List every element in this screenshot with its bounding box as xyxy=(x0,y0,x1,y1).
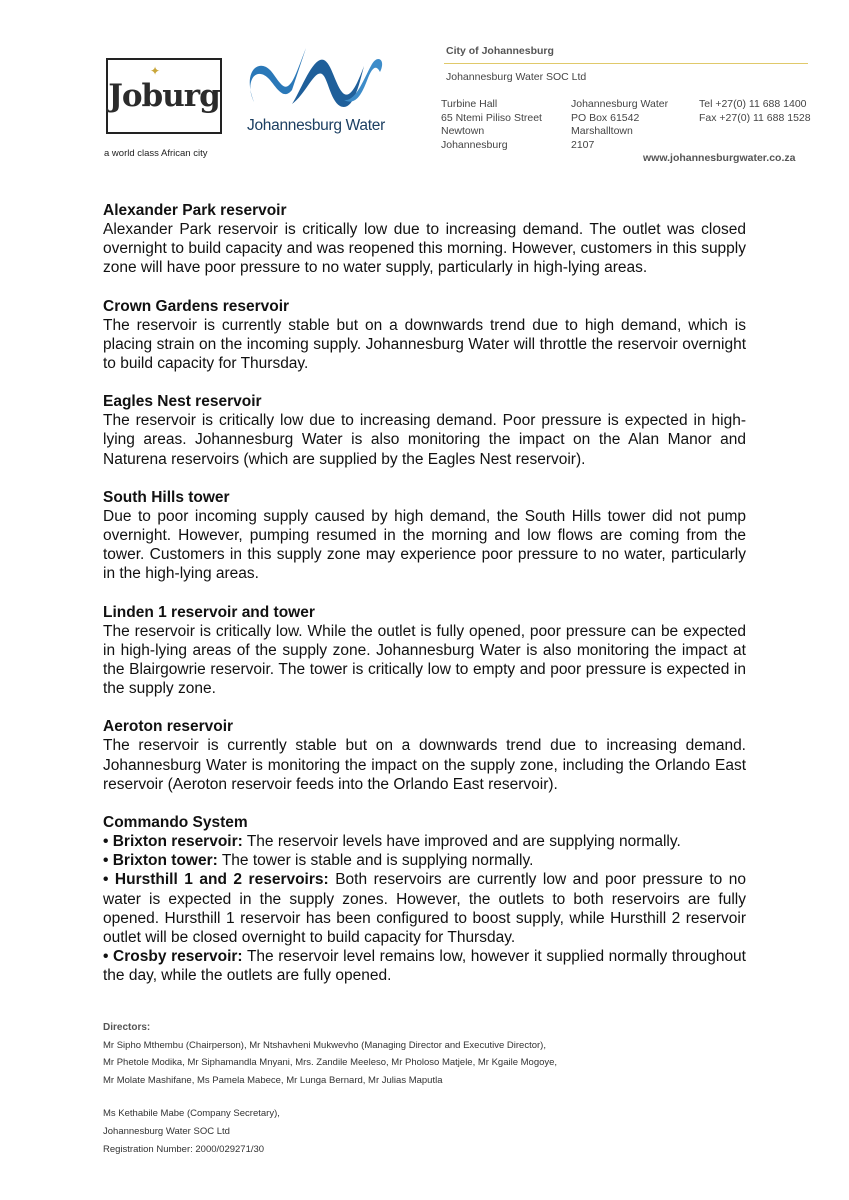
section-title: Aeroton reservoir xyxy=(103,718,234,736)
section-title: Eagles Nest reservoir xyxy=(103,393,262,411)
item-label: Hursthill 1 and 2 reservoirs: xyxy=(114,871,329,889)
section-body: The reservoir is critically low. While the outlet is fully opened, poor pressure can be expected in high-lying areas of the supply zone. Johannesburg Water is also monitoring the impact at the Blairgowrie reservoir. The tower is critically low to empty and poor pressure is expected in the supply zone. xyxy=(103,622,746,698)
section-body: The reservoir is critically low due to increasing demand. Poor pressure is expected in high-lying areas. Johannesburg Water is also monitoring the impact on the Alan Manor and Naturena reservoirs (which are supplied by the Eagles Nest reservoir). xyxy=(103,412,746,468)
commando-list xyxy=(103,832,746,986)
item-text: The reservoir levels have improved and are supplying normally. xyxy=(246,833,681,851)
address-line: Johannesburg xyxy=(441,138,508,151)
item-label: Brixton reservoir: xyxy=(112,833,243,851)
section-title: South Hills tower xyxy=(103,488,230,506)
item-label: Crosby reservoir: xyxy=(113,948,243,966)
item-text: The reservoir level remains low, however it supplied normally throughout the day, while the outlets are fully opened. xyxy=(103,948,746,985)
item-text: Both reservoirs are currently low and poor pressure to no water is expected in the supply zones. However, the outlets to both reservoirs are fully opened. Hursthill 1 reservoir has been configured to boost supply, while Hursthill 2 reservoir outlet will be closed overnight to build capacity for Thursday. xyxy=(103,871,746,947)
address-line: Marshalltown xyxy=(571,125,633,138)
physical-address xyxy=(441,98,542,152)
section-body: Alexander Park reservoir is critically low due to increasing demand. The outlet was closed overnight to build capacity and was reopened this morning. However, customers in this supply zone will have poor pressure to no water supply, particularly in high-lying areas. xyxy=(103,221,746,277)
list-item: • Crosby reservoir: The reservoir level remains low, however it supplied normally throughout the day, while the outlets are fully opened. xyxy=(103,948,746,985)
postal-address xyxy=(571,98,668,152)
contact-numbers xyxy=(699,98,811,125)
johannesburg-water-logo xyxy=(240,42,392,142)
directors-line: Mr Sipho Mthembu (Chairperson), Mr Ntshavheni Mukwevho (Managing Director and Executive Director), xyxy=(103,1040,546,1051)
address-line: Johannesburg Water xyxy=(571,98,669,110)
company-name: Johannesburg Water SOC Ltd xyxy=(446,71,587,83)
water-wave-icon xyxy=(240,42,392,118)
section-commando-system xyxy=(103,813,746,986)
section-eagles-nest xyxy=(103,392,746,469)
jw-logo-text: Johannesburg Water xyxy=(247,117,385,134)
section-body: Due to poor incoming supply caused by high demand, the South Hills tower did not pump overnight. However, pumping resumed in the morning and low flows are coming from the tower. Customers in this supply zone may experience poor pressure to no water, particularly in the high-lying areas. xyxy=(103,507,746,583)
list-item: • Brixton tower: The tower is stable and is supplying normally. xyxy=(103,852,534,870)
section-alexander-park xyxy=(103,201,746,278)
address-line: Newtown xyxy=(441,125,485,138)
section-south-hills xyxy=(103,488,746,584)
website-link[interactable]: www.johannesburgwater.co.za xyxy=(643,152,796,164)
directors-title: Directors: xyxy=(103,1022,151,1033)
directors-line: Mr Molate Mashifane, Ms Pamela Mabece, Mr Lunga Bernard, Mr Julias Maputla xyxy=(103,1075,443,1086)
item-text: The tower is stable and is supplying normally. xyxy=(221,852,534,870)
list-item: • Brixton reservoir: The reservoir levels have improved and are supplying normally. xyxy=(103,833,681,851)
section-body: The reservoir is currently stable but on a downwards trend due to high demand, which is placing strain on the incoming supply. Johannesburg Water will throttle the reservoir overnight to build capacity for Thursday. xyxy=(103,316,746,373)
joburg-logo xyxy=(106,58,222,134)
header-divider xyxy=(444,63,808,64)
list-item: • Hursthill 1 and 2 reservoirs: Both reservoirs are currently low and poor pressure to no water is expected in the supply zones. However, the outlets to both reservoirs are fully opened. Hursthill 1 reservoir has been configured to boost supply, while Hursthill 2 reservoir outlet will be closed overnight to build capacity for Thursday. xyxy=(103,871,746,947)
company-secretary: Ms Kethabile Mabe (Company Secretary), xyxy=(103,1108,280,1119)
document-body xyxy=(103,201,746,1005)
telephone: Tel +27(0) 11 688 1400 xyxy=(699,98,807,110)
section-title: Alexander Park reservoir xyxy=(103,202,287,219)
item-label: Brixton tower: xyxy=(112,852,218,870)
section-title: Crown Gardens reservoir xyxy=(103,297,290,315)
address-line: Turbine Hall xyxy=(441,98,498,110)
address-line: 65 Ntemi Piliso Street xyxy=(441,111,542,124)
section-body: The reservoir is currently stable but on a downwards trend due to increasing demand. Johannesburg Water is monitoring the impact on the supply zone, including the Orlando East reservoir (Aeroton reservoir feeds into the Orlando East reservoir). xyxy=(103,737,746,793)
footer-company: Johannesburg Water SOC Ltd xyxy=(103,1126,230,1137)
address-line: PO Box 61542 xyxy=(571,111,640,124)
star-icon: ✦ xyxy=(150,64,161,78)
registration-number: Registration Number: 2000/029271/30 xyxy=(103,1144,265,1155)
city-name: City of Johannesburg xyxy=(446,45,554,57)
section-crown-gardens xyxy=(103,297,746,374)
directors-line: Mr Phetole Modika, Mr Siphamandla Mnyani, Mrs. Zandile Meeleso, Mr Pholoso Matjele, Mr Kgaile Mogoye, xyxy=(103,1057,558,1068)
section-title: Linden 1 reservoir and tower xyxy=(103,603,315,621)
section-title: Commando System xyxy=(103,814,248,832)
fax: Fax +27(0) 11 688 1528 xyxy=(699,111,811,124)
address-line: 2107 xyxy=(571,138,595,151)
joburg-tagline: a world class African city xyxy=(104,148,208,159)
section-linden-1 xyxy=(103,603,746,699)
section-aeroton xyxy=(103,717,746,794)
joburg-wordmark: Joburg xyxy=(108,78,220,114)
